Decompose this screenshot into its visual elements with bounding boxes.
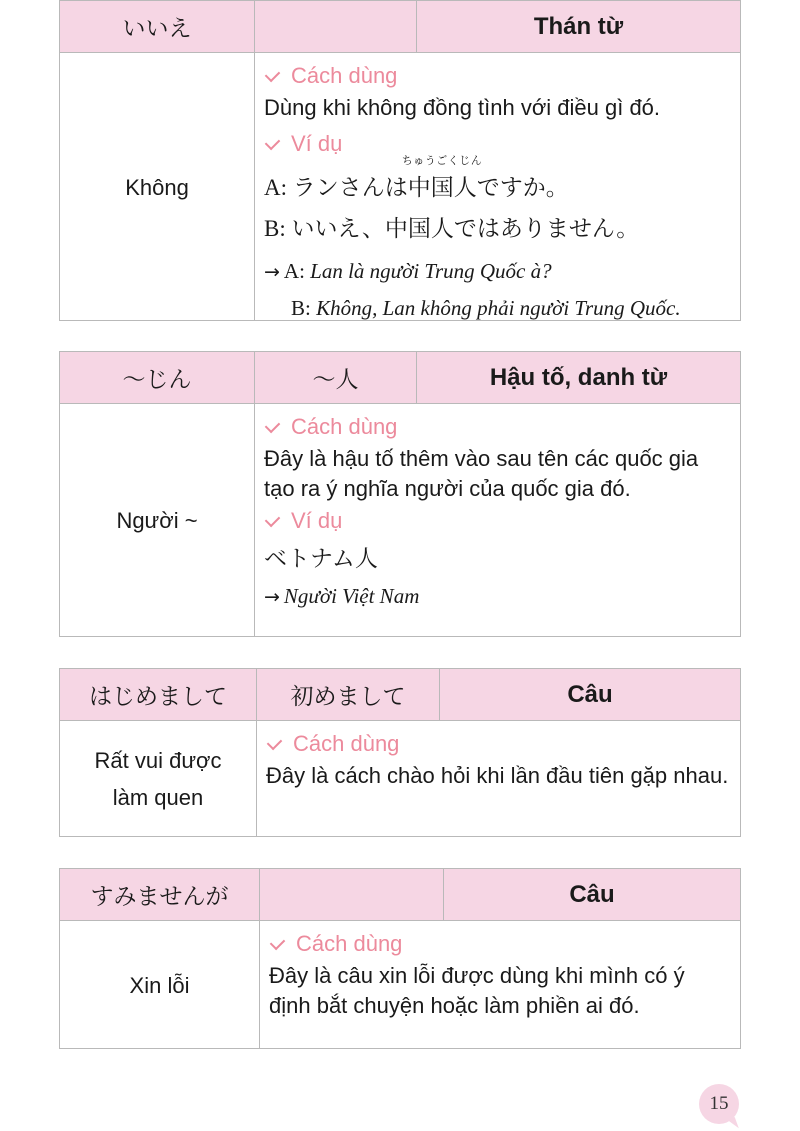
meaning-cell: Người ~ <box>60 404 255 637</box>
usage-label: Cách dùng <box>264 59 732 93</box>
usage-text: Đây là câu xin lỗi được dùng khi mình có ý định bắt chuyện hoặc làm phiền ai đó. <box>269 963 685 1018</box>
content-cell <box>255 53 740 321</box>
vocab-card-iie <box>59 0 741 321</box>
kana-cell: ～じん <box>60 352 255 403</box>
furigana: ちゅうごくじん <box>401 155 483 167</box>
usage-text: Đây là cách chào hỏi khi lần đầu tiên gặp nhau. <box>266 763 729 788</box>
kana-cell: はじめまして <box>60 669 257 720</box>
content-cell <box>255 404 740 637</box>
ruby-word: ちゅうごくじん 中国人 <box>401 155 483 200</box>
page-number: 15 <box>699 1084 739 1124</box>
vocab-card-hajimemashite <box>59 668 741 837</box>
word-type-cell: Thán từ <box>533 12 624 40</box>
example-line-a: A: ランさんは ちゅうごくじん 中国人ですか。 <box>264 167 732 208</box>
check-icon <box>265 66 281 82</box>
meaning-cell: Xin lỗi <box>60 921 260 1049</box>
example-line-b: B: いいえ、中国人ではありません。 <box>264 215 640 241</box>
usage-label: Cách dùng <box>269 927 732 961</box>
example-label: Ví dụ <box>264 127 732 161</box>
word-type-cell: Hậu tố, danh từ <box>489 363 668 391</box>
check-icon <box>265 511 281 527</box>
meaning-cell: Không <box>60 53 255 321</box>
translation-a: → A: Lan là người Trung Quốc à? <box>264 259 552 283</box>
card-body <box>60 53 740 321</box>
card-header <box>60 1 740 53</box>
card-header <box>60 352 740 404</box>
translation: → Người Việt Nam <box>264 584 420 608</box>
vocab-card-sumimasenga <box>59 868 741 1049</box>
usage-text: Đây là hậu tố thêm vào sau tên các quốc gia tạo ra ý nghĩa người của quốc gia đó. <box>264 446 699 501</box>
check-icon <box>270 934 286 950</box>
usage-text: Dùng khi không đồng tình với điều gì đó. <box>264 95 661 120</box>
kanji-cell: ～人 <box>255 352 417 403</box>
usage-label: Cách dùng <box>264 410 732 444</box>
translation-b: B: Không, Lan không phải người Trung Quốc. <box>291 296 681 320</box>
meaning-cell: Rất vui được làm quen <box>60 721 257 837</box>
card-body <box>60 404 740 637</box>
example-text: ベトナム人 <box>264 545 378 571</box>
kana-cell: すみませんが <box>60 869 260 920</box>
arrow-right-icon: → <box>264 261 280 283</box>
check-icon <box>265 417 281 433</box>
word-type-cell: Câu <box>569 880 615 908</box>
check-icon <box>267 734 283 750</box>
content-cell <box>260 921 740 1049</box>
word-type-cell: Câu <box>567 680 613 708</box>
check-icon <box>265 134 281 150</box>
kana-cell: いいえ <box>60 1 255 52</box>
arrow-right-icon: → <box>264 586 280 608</box>
kanji-cell <box>260 869 444 920</box>
card-body <box>60 721 740 837</box>
content-cell <box>257 721 740 837</box>
card-body <box>60 921 740 1049</box>
kanji-cell: 初めまして <box>257 669 440 720</box>
card-header <box>60 869 740 921</box>
card-header <box>60 669 740 721</box>
vocab-card-jin <box>59 351 741 637</box>
example-label: Ví dụ <box>264 504 732 538</box>
kanji-cell <box>255 1 417 52</box>
usage-label: Cách dùng <box>266 727 732 761</box>
